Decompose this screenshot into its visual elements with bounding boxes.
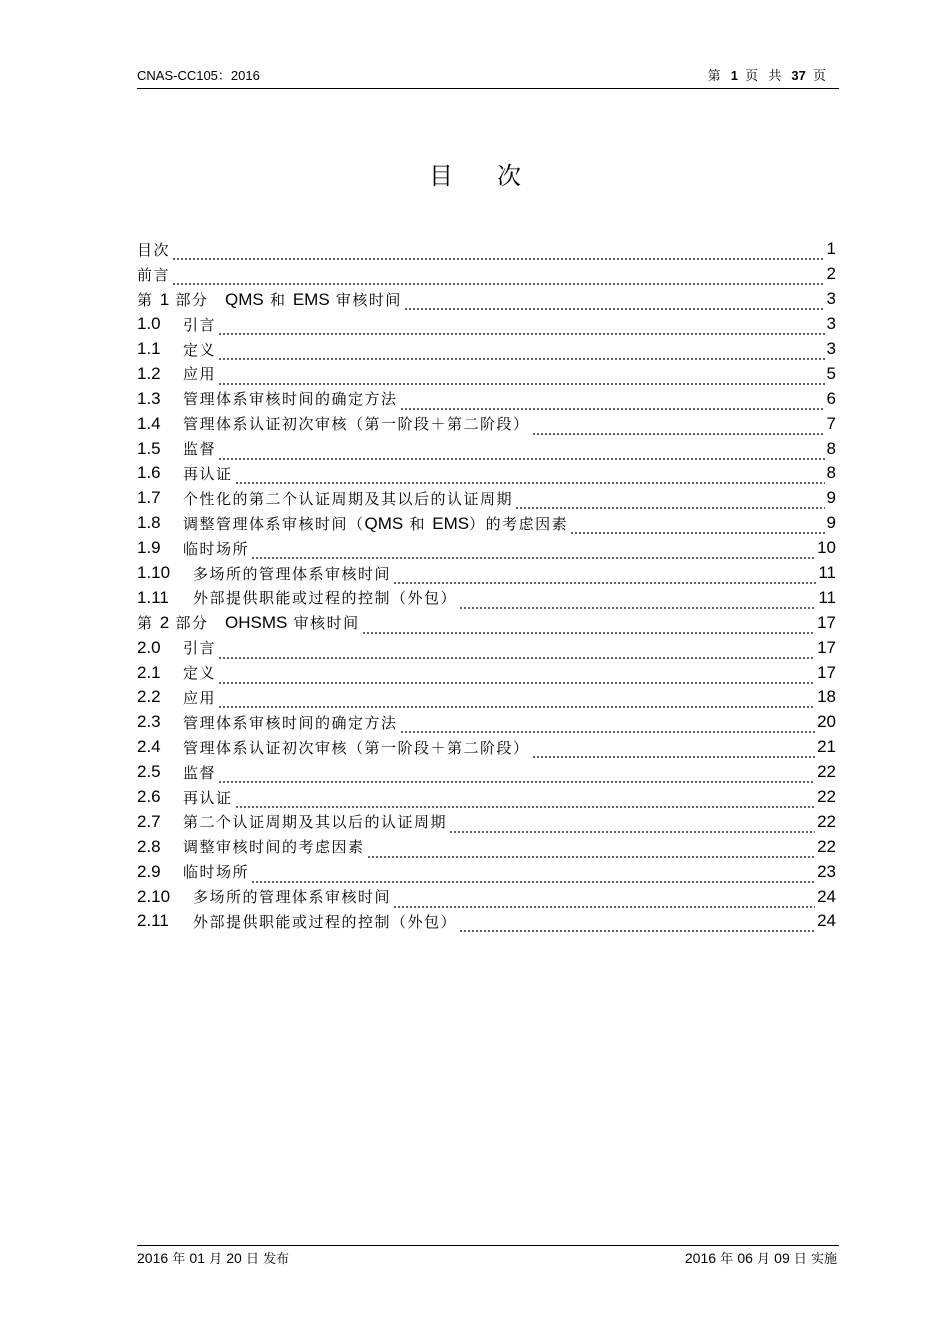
toc-entry-page: 22	[817, 787, 836, 807]
effective-date: 2016 年 06 月 09 日 实施	[684, 1250, 837, 1267]
toc-entry-page: 22	[817, 811, 836, 831]
toc-dot-leader	[218, 768, 815, 784]
toc-entry-number: 2.3	[137, 712, 161, 732]
page-header	[137, 66, 839, 89]
toc-title: 目次	[429, 162, 565, 190]
toc-entry-number: 2.5	[137, 762, 161, 782]
toc-dot-leader	[218, 644, 815, 660]
toc-entry-page: 17	[817, 637, 836, 657]
toc-entry-title: 管理体系审核时间的确定方法	[183, 390, 398, 409]
toc-entry-title: 引言	[183, 639, 217, 658]
toc-entry-page: 2	[826, 264, 836, 284]
toc-entry[interactable]	[137, 685, 836, 710]
toc-dot-leader	[235, 793, 816, 809]
toc-entry[interactable]	[137, 859, 836, 884]
toc-dot-leader	[449, 818, 815, 834]
toc-entry[interactable]	[137, 660, 836, 685]
toc-entry[interactable]	[137, 809, 836, 834]
toc-entry-title: 前言	[137, 265, 171, 284]
toc-entry-title: 管理体系认证初次审核（第一阶段＋第二阶段）	[183, 738, 530, 757]
toc-entry[interactable]	[137, 461, 836, 486]
toc-entry-page: 20	[817, 712, 836, 732]
toc-entry-title: 定义	[183, 664, 217, 683]
toc-dot-leader	[393, 893, 815, 909]
toc-entry-title: 管理体系认证初次审核（第一阶段＋第二阶段）	[183, 415, 530, 434]
toc-entry-page: 24	[817, 911, 836, 931]
toc-entry-page: 21	[817, 737, 836, 757]
toc-entry-number: 2.0	[137, 637, 161, 657]
toc-entry-title: 多场所的管理体系审核时间	[193, 564, 392, 583]
toc-dot-leader	[400, 718, 816, 734]
toc-dot-leader	[172, 245, 825, 261]
toc-entry[interactable]	[137, 585, 836, 610]
toc-dot-leader	[218, 669, 815, 685]
toc-entry-title: 引言	[183, 315, 217, 334]
toc-dot-leader	[532, 420, 825, 436]
toc-entry[interactable]	[137, 262, 836, 287]
toc-entry-page: 24	[817, 886, 836, 906]
toc-entry-page: 11	[818, 563, 836, 583]
toc-entry-page: 9	[826, 488, 836, 508]
toc-dot-leader	[400, 395, 825, 411]
toc-entry-title: 再认证	[183, 464, 233, 483]
toc-entry-page: 3	[826, 289, 836, 309]
page-number: 第 1 页 共 37 页	[707, 68, 829, 84]
toc-entry[interactable]	[137, 909, 836, 934]
issue-date: 2016 年 01 月 20 日 发布	[137, 1250, 290, 1267]
document-id: CNAS-CC105：2016	[137, 68, 260, 83]
toc-entry[interactable]	[137, 635, 836, 660]
toc-entry[interactable]	[137, 511, 836, 536]
toc-dot-leader	[218, 320, 825, 336]
toc-entry-page: 11	[818, 587, 836, 607]
toc-entry-page: 10	[817, 538, 836, 558]
toc-entry-title: 个性化的第二个认证周期及其以后的认证周期	[183, 489, 514, 508]
toc-entry-number: 1.1	[137, 339, 161, 358]
toc-entry[interactable]	[137, 237, 836, 262]
toc-entry-page: 8	[826, 438, 836, 458]
toc-entry-title: 临时场所	[183, 539, 250, 558]
toc-dot-leader	[235, 469, 825, 485]
toc-dot-leader	[459, 917, 815, 933]
toc-entry-number: 1.4	[137, 413, 161, 433]
toc-entry-page: 17	[817, 662, 836, 682]
toc-entry-number: 1.8	[137, 513, 161, 533]
toc-entry-title: 应用	[183, 365, 217, 384]
toc-entry-page: 22	[817, 762, 836, 782]
toc-entry-number: 2.4	[137, 737, 161, 757]
toc-entry[interactable]	[137, 312, 836, 337]
table-of-contents	[137, 237, 836, 934]
toc-entry[interactable]	[137, 486, 836, 511]
toc-dot-leader	[570, 519, 824, 535]
toc-entry-page: 23	[817, 861, 836, 881]
toc-dot-leader	[459, 594, 816, 610]
toc-entry-title: 定义	[183, 340, 217, 359]
toc-entry-page: 9	[826, 513, 836, 533]
toc-dot-leader	[404, 295, 825, 311]
toc-entry-number: 2.11	[137, 911, 169, 931]
toc-entry-number: 2.9	[137, 861, 161, 881]
toc-entry-page: 5	[826, 363, 836, 383]
toc-dot-leader	[532, 743, 816, 759]
toc-entry-title: 管理体系审核时间的确定方法	[183, 713, 398, 732]
toc-entry-title: 监督	[183, 763, 217, 782]
toc-entry[interactable]	[137, 884, 836, 909]
toc-entry-number: 1.10	[137, 563, 171, 583]
toc-dot-leader	[218, 345, 825, 361]
toc-entry-page: 3	[826, 339, 836, 358]
toc-dot-leader	[251, 868, 815, 884]
toc-entry-page: 1	[826, 239, 836, 259]
toc-entry[interactable]	[137, 386, 836, 411]
toc-entry-page: 6	[826, 388, 836, 408]
toc-entry-page: 8	[826, 463, 836, 483]
toc-entry-page: 17	[817, 612, 836, 632]
toc-entry[interactable]	[137, 785, 836, 810]
toc-entry-title: 第二个认证周期及其以后的认证周期	[183, 813, 448, 832]
toc-dot-leader	[251, 544, 815, 560]
toc-dot-leader	[362, 619, 815, 635]
toc-entry[interactable]	[137, 610, 836, 635]
toc-entry-number: 2.7	[137, 811, 161, 831]
toc-dot-leader	[218, 445, 825, 461]
toc-entry-number: 1.2	[137, 363, 161, 383]
toc-entry-number: 2.8	[137, 836, 161, 856]
toc-entry-number: 2.2	[137, 687, 161, 707]
toc-dot-leader	[218, 370, 825, 386]
toc-entry-title: 再认证	[183, 788, 233, 807]
toc-entry-number: 1.6	[137, 463, 161, 483]
toc-entry[interactable]	[137, 411, 836, 436]
toc-entry-title: 临时场所	[183, 863, 250, 882]
toc-entry[interactable]	[137, 834, 836, 859]
toc-entry-number: 1.5	[137, 438, 161, 458]
toc-entry[interactable]	[137, 561, 836, 586]
toc-entry-page: 3	[826, 314, 836, 334]
toc-entry[interactable]	[137, 710, 836, 735]
toc-entry-number: 2.6	[137, 787, 161, 807]
toc-entry-title: 目次	[137, 240, 171, 259]
toc-dot-leader	[172, 270, 825, 286]
toc-dot-leader	[515, 494, 825, 510]
toc-entry-number: 1.7	[137, 488, 161, 508]
toc-entry-page: 7	[826, 413, 836, 433]
toc-entry[interactable]	[137, 361, 836, 386]
toc-dot-leader	[218, 693, 815, 709]
toc-entry-title: 外部提供职能或过程的控制（外包）	[193, 912, 458, 931]
toc-dot-leader	[393, 569, 816, 585]
toc-entry-title: 应用	[183, 688, 217, 707]
toc-entry-number: 1.9	[137, 538, 161, 558]
toc-entry-number: 1.0	[137, 314, 161, 334]
toc-entry[interactable]	[137, 436, 836, 461]
toc-dot-leader	[367, 843, 816, 859]
toc-entry-number: 2.10	[137, 886, 171, 906]
toc-entry-title: 外部提供职能或过程的控制（外包）	[193, 589, 458, 608]
toc-entry-title: 监督	[183, 440, 217, 459]
toc-entry-title: 多场所的管理体系审核时间	[193, 888, 392, 907]
toc-entry-title: 第 1 部分 QMS 和 EMS 审核时间	[137, 289, 402, 309]
toc-entry-title: 调整管理体系审核时间（QMS 和 EMS）的考虑因素	[183, 513, 569, 533]
toc-entry-number: 1.3	[137, 388, 161, 408]
toc-entry[interactable]	[137, 287, 836, 312]
toc-entry-number: 1.11	[137, 587, 169, 607]
toc-entry[interactable]	[137, 337, 836, 362]
toc-entry[interactable]	[137, 536, 836, 561]
toc-entry-title: 第 2 部分 OHSMS 审核时间	[137, 613, 360, 633]
toc-entry-title: 调整审核时间的考虑因素	[183, 838, 365, 857]
page-footer	[137, 1245, 839, 1267]
toc-entry-number: 2.1	[137, 662, 161, 682]
toc-entry[interactable]	[137, 760, 836, 785]
toc-entry[interactable]	[137, 735, 836, 760]
toc-entry-page: 22	[817, 836, 836, 856]
toc-entry-page: 18	[817, 687, 836, 707]
